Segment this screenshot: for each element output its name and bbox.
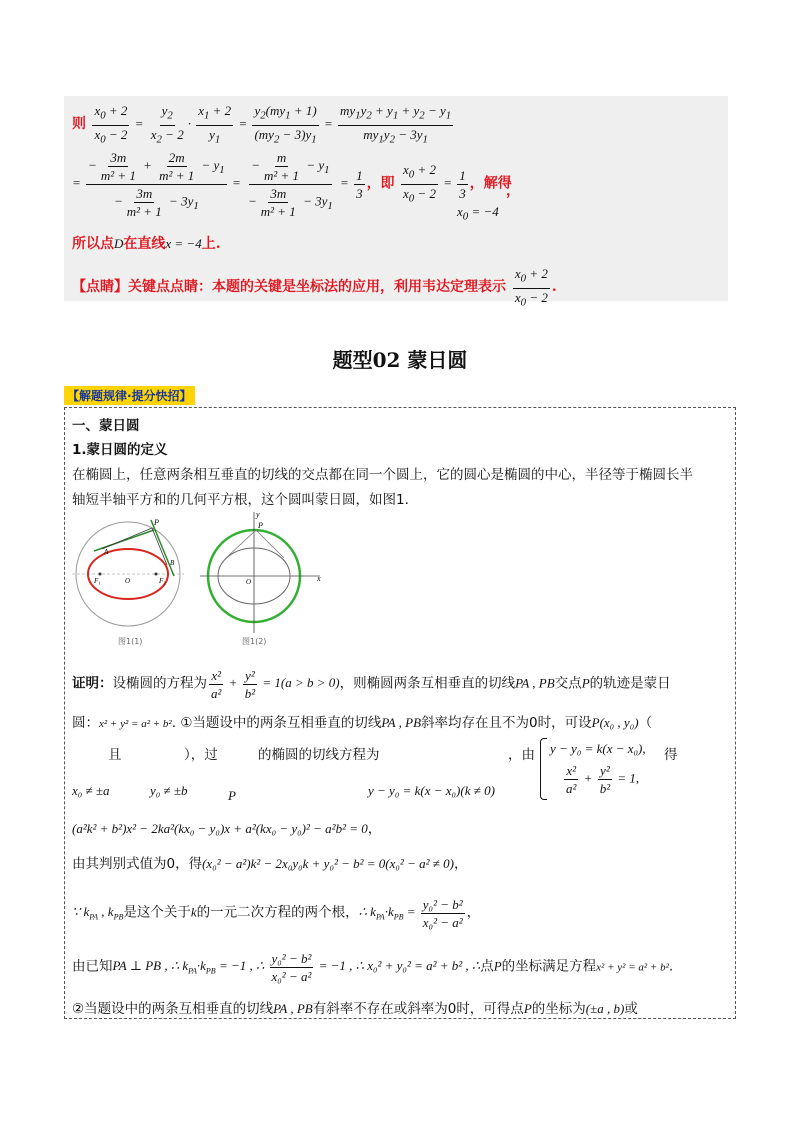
zero-1: 0 [529,715,538,731]
tip-line: 【点睛】关键点点睛：本题的关键是坐标法的应用，利用韦达定理表示 $\frac{x_0 + 2}{x_0 - 2}$ . [72,266,557,309]
comma-4: ， [367,821,382,837]
rule-tag: 【解题规律·提分快招】 [64,386,195,405]
proof-text-8a: ②当题设中的两条互相垂直的切线 [72,1001,274,1017]
label-a-fig1: A [104,548,109,556]
label-f1-fig1: F₁ [94,577,101,585]
label-o-fig1: O [125,577,131,585]
point-p: P [581,675,590,691]
point-p-coords: P(x₀ , y₀) [591,715,639,730]
point-p-8: P [523,1001,532,1016]
line-equation: x = −4 [165,236,202,251]
proof-line-4 [72,817,381,837]
proof-line-7: 由已知PA ⊥ PB , ∴ $k_{PA}\cdot k_{PB} = -1$ , ∴ $\frac{\text{y₀² − b²}}{\text{x₀² − a²}}$ = −1 , ∴ x₀² + y₀² = a² + b² , ∴点P的坐标满足方程x² + y² = a² + b². [72,951,674,984]
figure-1-caption: 图1(1) [118,637,143,646]
tip-end: . [551,279,557,296]
tip-text: 【点睛】关键点点睛：本题的关键是坐标法的应用，利用韦达定理表示 [72,279,506,296]
proof-text-5a: 由其判别式值为 [72,856,167,872]
label-b-fig1: B [170,559,175,567]
proof-text-1b: ，则椭圆两条互相垂直的切线 [339,675,516,692]
proof-text-1a: 设椭圆的方程为 [112,675,207,692]
variable-k: k [190,904,197,920]
definition-line-2: 轴短半轴平方和的几何平方根，这个圆叫蒙日圆，如图1. [72,492,409,508]
point-p-special: (±a , b) [585,1001,625,1016]
figure-1 [72,518,184,626]
monge-equation-2: x² + y² = a² + b² [596,961,669,974]
tangent-pb [151,520,174,576]
jiede-label: ，解得 [469,175,512,192]
proof-text-1f: 的轨迹是蒙日 [589,675,671,692]
tangents-pa-pb-3: PA , PB [273,1001,313,1016]
label-p-fig1: P [154,518,159,527]
tangent-pa [94,530,154,551]
proof-text-2a: 圆： [72,715,99,731]
ji-label: ，即 [366,175,395,192]
definition-heading: 1.蒙日圆的定义 [72,442,168,458]
tangent-left-2 [226,530,256,558]
open-paren: （ [638,715,653,731]
proof-text-2c: . ①当题设中的两条互相垂直的切线 [171,715,382,731]
point-p-7: P [493,958,502,974]
label-o-fig2: O [246,578,252,586]
proof-text-2e: 斜率均存在且不为 [421,715,530,731]
comma-6: ， [466,904,481,921]
conclusion-line [72,233,221,253]
tangent-equation: y − y₀ = k(x − x₀)(k ≠ 0) [368,783,495,798]
quadratic-equation: (a²k² + b²)x² − 2ka²(kx₀ − y₀)x + a²(kx₀ − y₀)² − a²b² = 0 [72,821,368,836]
tangents-pa-pb: PA , PB [515,675,555,691]
x0-solution: $x_0 = -4$ [457,204,499,223]
solution-line-2: = − $\frac{3m}{\text{m² + 1}}$ + $\frac{2m}{\text{m² + 1}}$ − $y_1$ − $\frac{3m}{\text{m² + 1}}$ − $3y_1$ = − $\frac{m}{\text{m² + 1}}$ − $y_1$ − $\frac{3m}{\text{m² + 1}}$ − $3y_1$ = $\frac{1}{3}$ ，即 $\frac{x_0 + 2}{x_0 - 2}$ = $\frac{1}{3}$ ，解得 [72,150,512,219]
proof-line-2 [72,711,652,731]
proof-text-3a: 且 [108,747,122,763]
proof-text-8c: 有斜率不存在或斜率为 [312,1001,448,1017]
perpendicular-condition: PA ⊥ PB , ∴ k [112,958,189,974]
zero-3: 0 [447,1001,457,1017]
label-p-fig2: P [258,521,263,530]
tangents-pa-pb-2: PA , PB [381,715,422,730]
figure-2 [200,510,321,633]
kpa-label: ∵ k [72,904,90,920]
definition-line-1: 在椭圆上，任意两条相互垂直的切线的交点都在同一个圆上，它的圆心是椭圆的中心，半径等于椭圆长半 [72,467,693,483]
proof-text-5c: ，得 [175,856,203,872]
segment-pa [102,528,152,549]
product-label: ∴ k [358,904,376,920]
system-brace [540,738,547,800]
derivation-result: = −1 , ∴ x₀² + y₀² = a² + b² , ∴ [318,958,481,974]
zero-2: 0 [166,856,176,872]
minus-one: = −1 , ∴ [215,958,265,974]
proof-text-3e: 得 [664,747,678,763]
proof-text-7g: 的坐标满足方程 [501,958,597,975]
section-heading: 一、蒙日圆 [72,418,140,434]
proof-text-6d: 的一元二次方程的两个根， [196,904,359,921]
label-f2-fig1: F₂ [159,577,166,585]
proof-text-3c: 的椭圆的切线方程为 [258,747,380,763]
condition-x0: x₀ ≠ ±a [72,783,110,798]
focus-f2 [155,573,158,576]
proof-label: 证明： [72,675,113,692]
conclusion-text-c: 上. [201,236,221,252]
proof-text-8g: 的坐标为 [531,1001,586,1017]
label-y-fig2: y [256,510,260,519]
proof-text-7a: 由已知 [72,958,113,975]
proof-text-2g: 时，可设 [537,715,592,731]
ze-label: 则 [72,116,86,133]
conclusion-text-b: 在直线 [123,236,166,252]
proof-line-1: 证明：设椭圆的方程为 $\frac{\text{x²}}{\text{a²}}$ + $\frac{\text{y²}}{\text{b²}}$ = 1(a > b > 0)，则椭圆两条互相垂直的切线PA , PB交点P的轨迹是蒙日 [72,668,671,701]
period-7: . [668,958,674,975]
conclusion-text-a: 所以点 [72,236,114,252]
system-eq-1: y − y₀ = k(x − x₀), [550,741,646,756]
proof-text-6b: 是这个关于 [123,904,191,921]
point-p-3: P [228,788,236,803]
proof-line-8 [72,997,638,1017]
proof-text-3d: ，由 [508,747,535,763]
discriminant-equation: (x₀² − a²)k² − 2x₀y₀k + y₀² − b² = 0(x₀² − a² ≠ 0) [202,856,454,871]
proof-text-8e: 时，可得点 [456,1001,524,1017]
proof-text-1d: 交点 [554,675,582,692]
proof-line-5 [72,852,467,872]
figure-monge-circle [66,508,336,648]
point-d: D [114,236,124,251]
label-x-fig2: x [317,574,321,583]
proof-text-7e: 点 [480,958,494,975]
section-title: 题型02 蒙日圆 [332,348,468,372]
system-eq-2: $\frac{\text{x²}}{\text{a²}}$ + $\frac{\text{y²}}{\text{b²}}$ = 1, [566,763,640,796]
proof-line-6: ∵ $k_{PA}$ , $k_{PB}$是这个关于k的一元二次方程的两个根，∴ $k_{PA}\cdot k_{PB}$ = $\frac{\text{y₀² − b²}}{\text{x₀² − a²}}$ ， [72,897,481,930]
comma-mark: ， [506,183,520,199]
focus-f1 [99,573,102,576]
proof-text-3b: ），过 [184,747,218,763]
proof-text-8i: 或 [624,1001,638,1017]
monge-equation-1: x² + y² = a² + b² [99,718,172,730]
system-eq-2-tail: = 1, [617,770,640,786]
figure-2-caption: 图1(2) [242,637,267,646]
solution-line-1: 则 $\frac{x_0 + 2}{x_0 - 2}$ = $\frac{y_2}{x_2 - 2}$ · $\frac{x_1 + 2}{y_1}$ = $\frac{y_2(my_1 + 1)}{(my_2 - 3)y_1}$ = $\frac{my_1y_2 + y_1 + y_2 - y_1}{my_1y_2 - 3y_1}$ [72,103,452,146]
comma-5: ， [453,856,468,872]
condition-y0: y₀ ≠ ±b [150,783,188,798]
